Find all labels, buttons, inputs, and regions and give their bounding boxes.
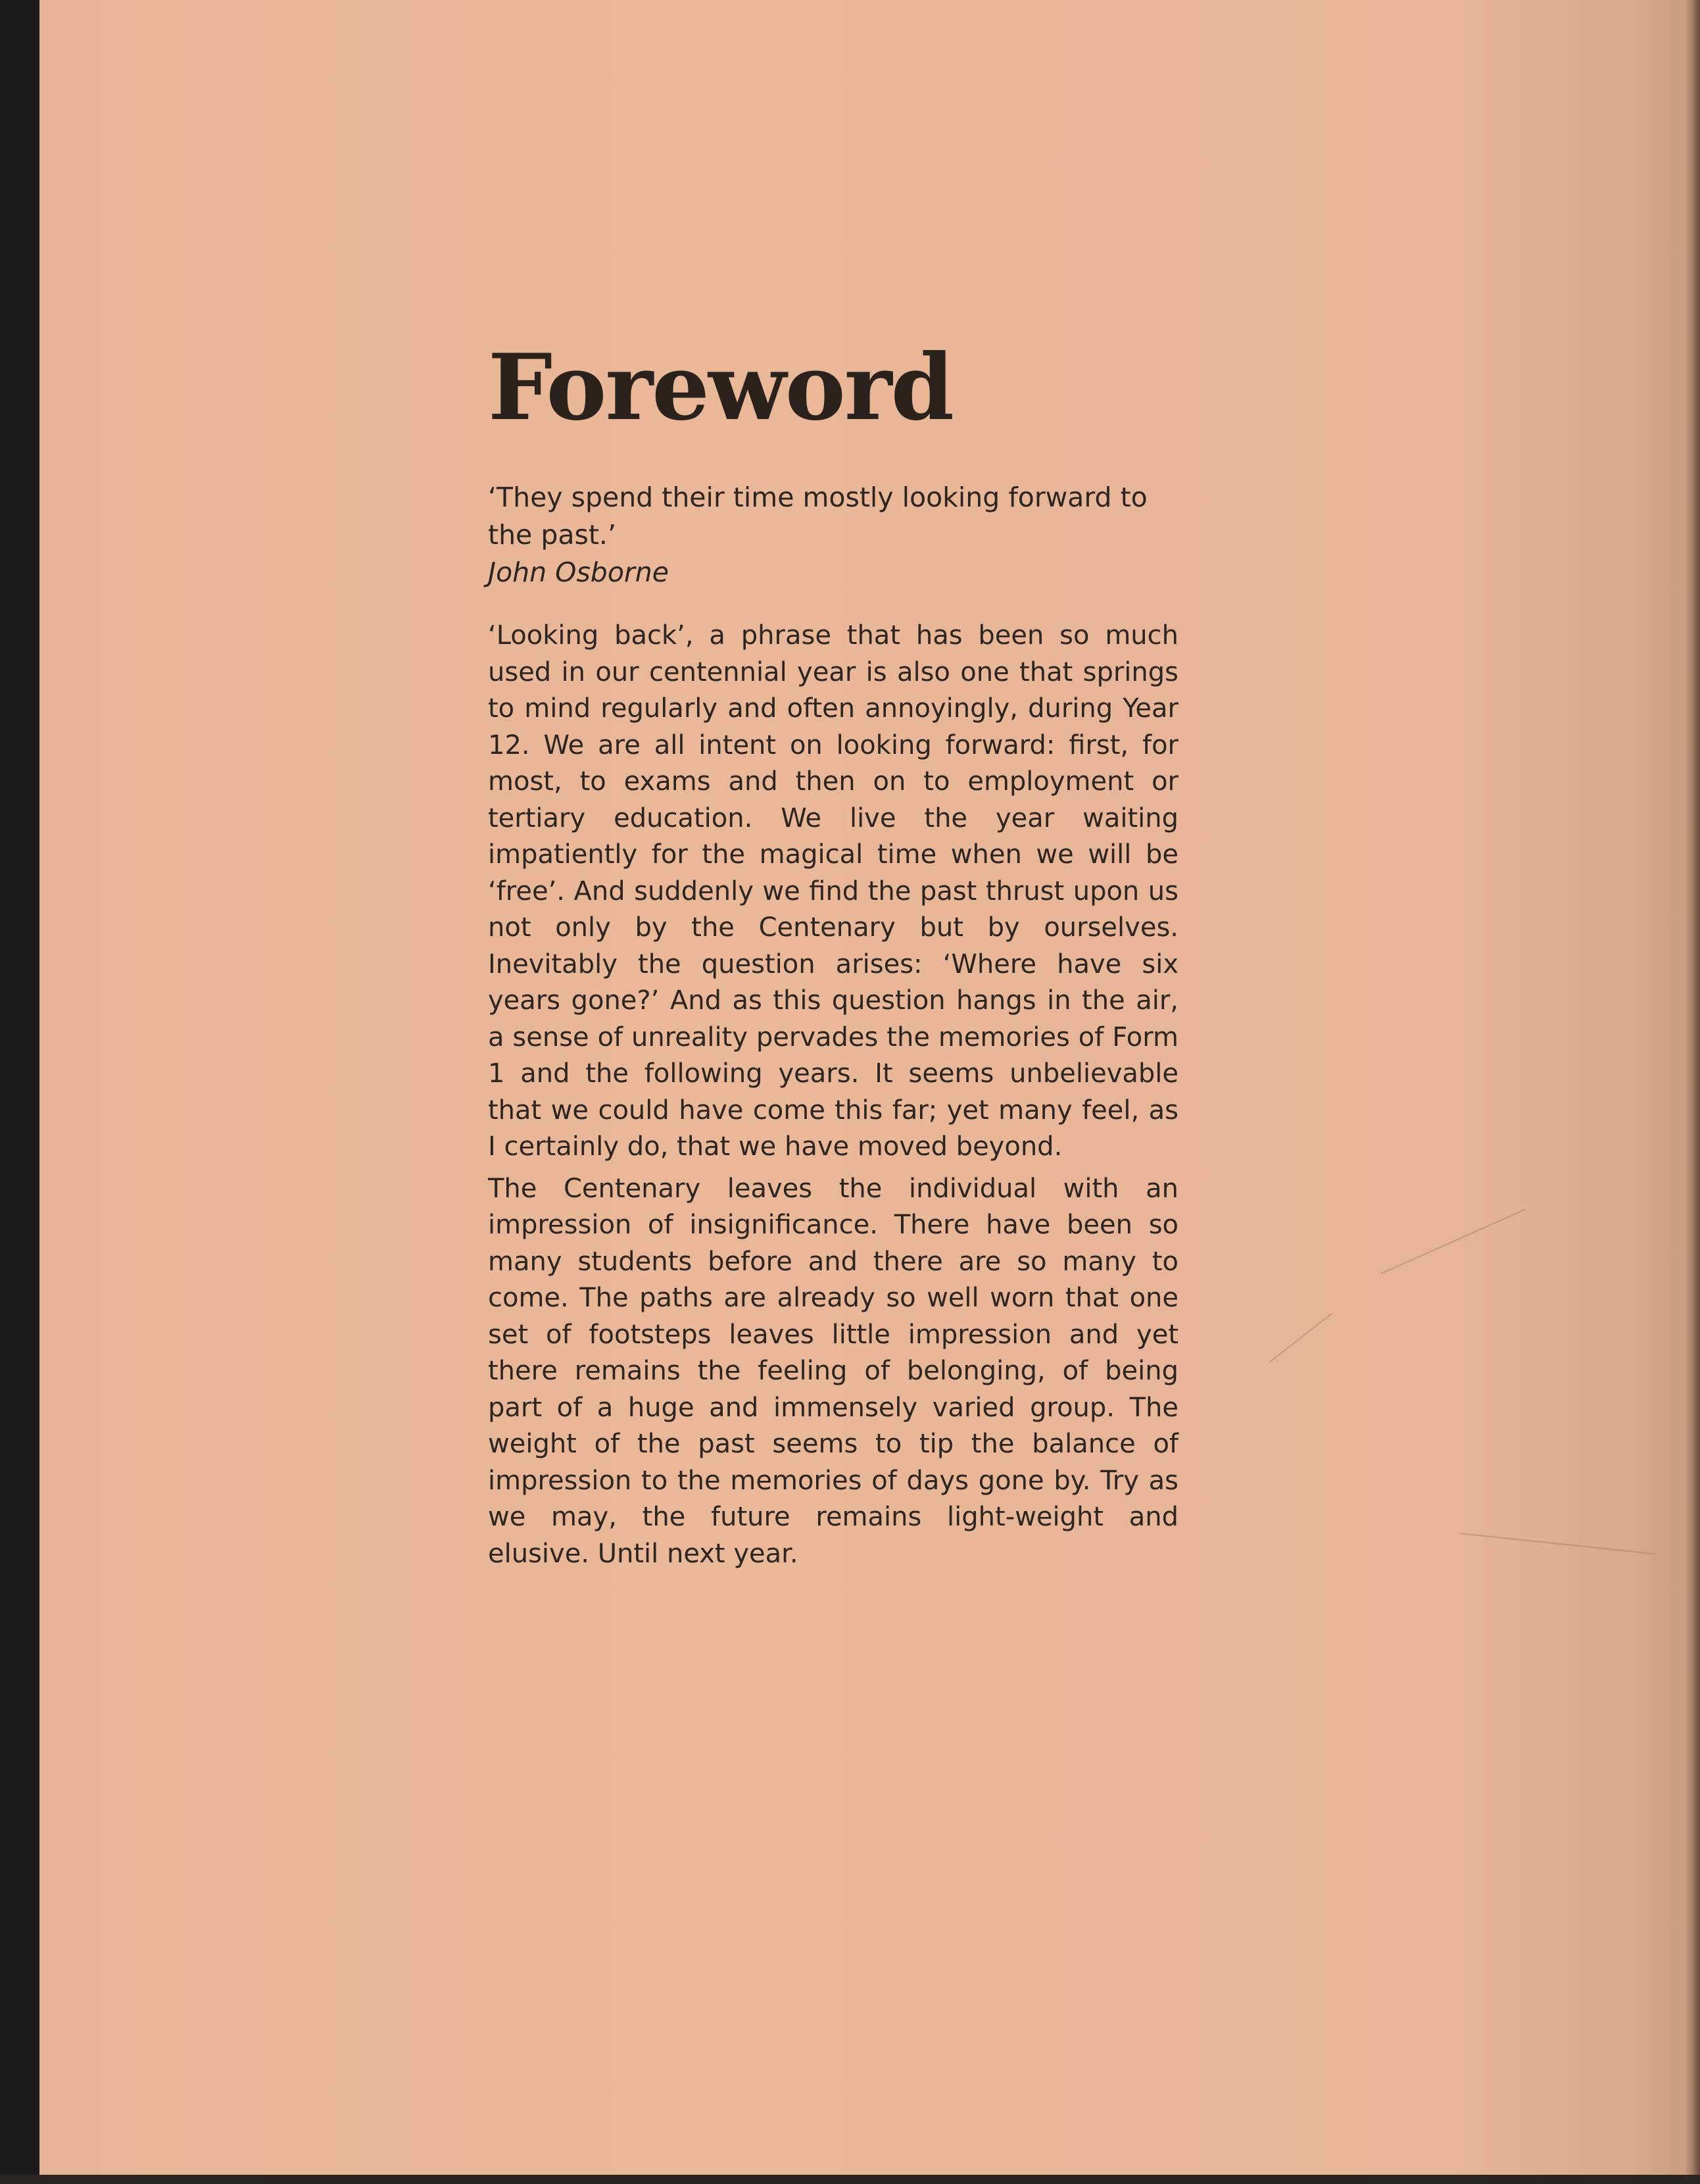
text-column xyxy=(488,334,1178,1572)
paper-crease xyxy=(1460,1533,1657,1554)
page-title: Foreword xyxy=(488,334,954,441)
epigraph xyxy=(488,479,1178,591)
body-paragraph: The Centenary leaves the individual with an impression of insignificance. There have been so many students before and there are so many to come. The paths are already so well worn that one set of footsteps leaves little impression and yet there remains the feeling of belonging, of being part of a huge and immensely varied group. The weight of the past seems to tip the balance of impression to the memories of days gone by. Try as we may, the future remains light-weight and elusive. Until next year. xyxy=(488,1173,1178,1569)
scan-bottom-edge xyxy=(0,2175,1700,2184)
paper-crease xyxy=(1381,1208,1526,1274)
epigraph-quote: ‘They spend their time mostly looking forward to the past.’ xyxy=(488,482,1148,551)
body-paragraph: ‘Looking back’, a phrase that has been so much used in our centennial year is also one that springs to mind regularly and often annoyingly, during Year 12. We are all intent on looking forward: first, for most, to exams and then on to employment or tertiary education. We live the year waiting impatiently for the magical time when we will be ‘free’. And suddenly we find the past thrust upon us not only by the Centenary but by ourselves. Inevitably the question arises: ‘Where have six years gone?’ And as this question hangs in the air, a sense of unreality pervades the memories of Form 1 and the following years. It seems unbelievable that we could have come this far; yet many feel, as I certainly do, that we have moved beyond. xyxy=(488,620,1178,1162)
page-edge-shadow xyxy=(1686,0,1700,2175)
paper-crease xyxy=(1269,1313,1332,1362)
epigraph-author: John Osborne xyxy=(488,557,669,588)
